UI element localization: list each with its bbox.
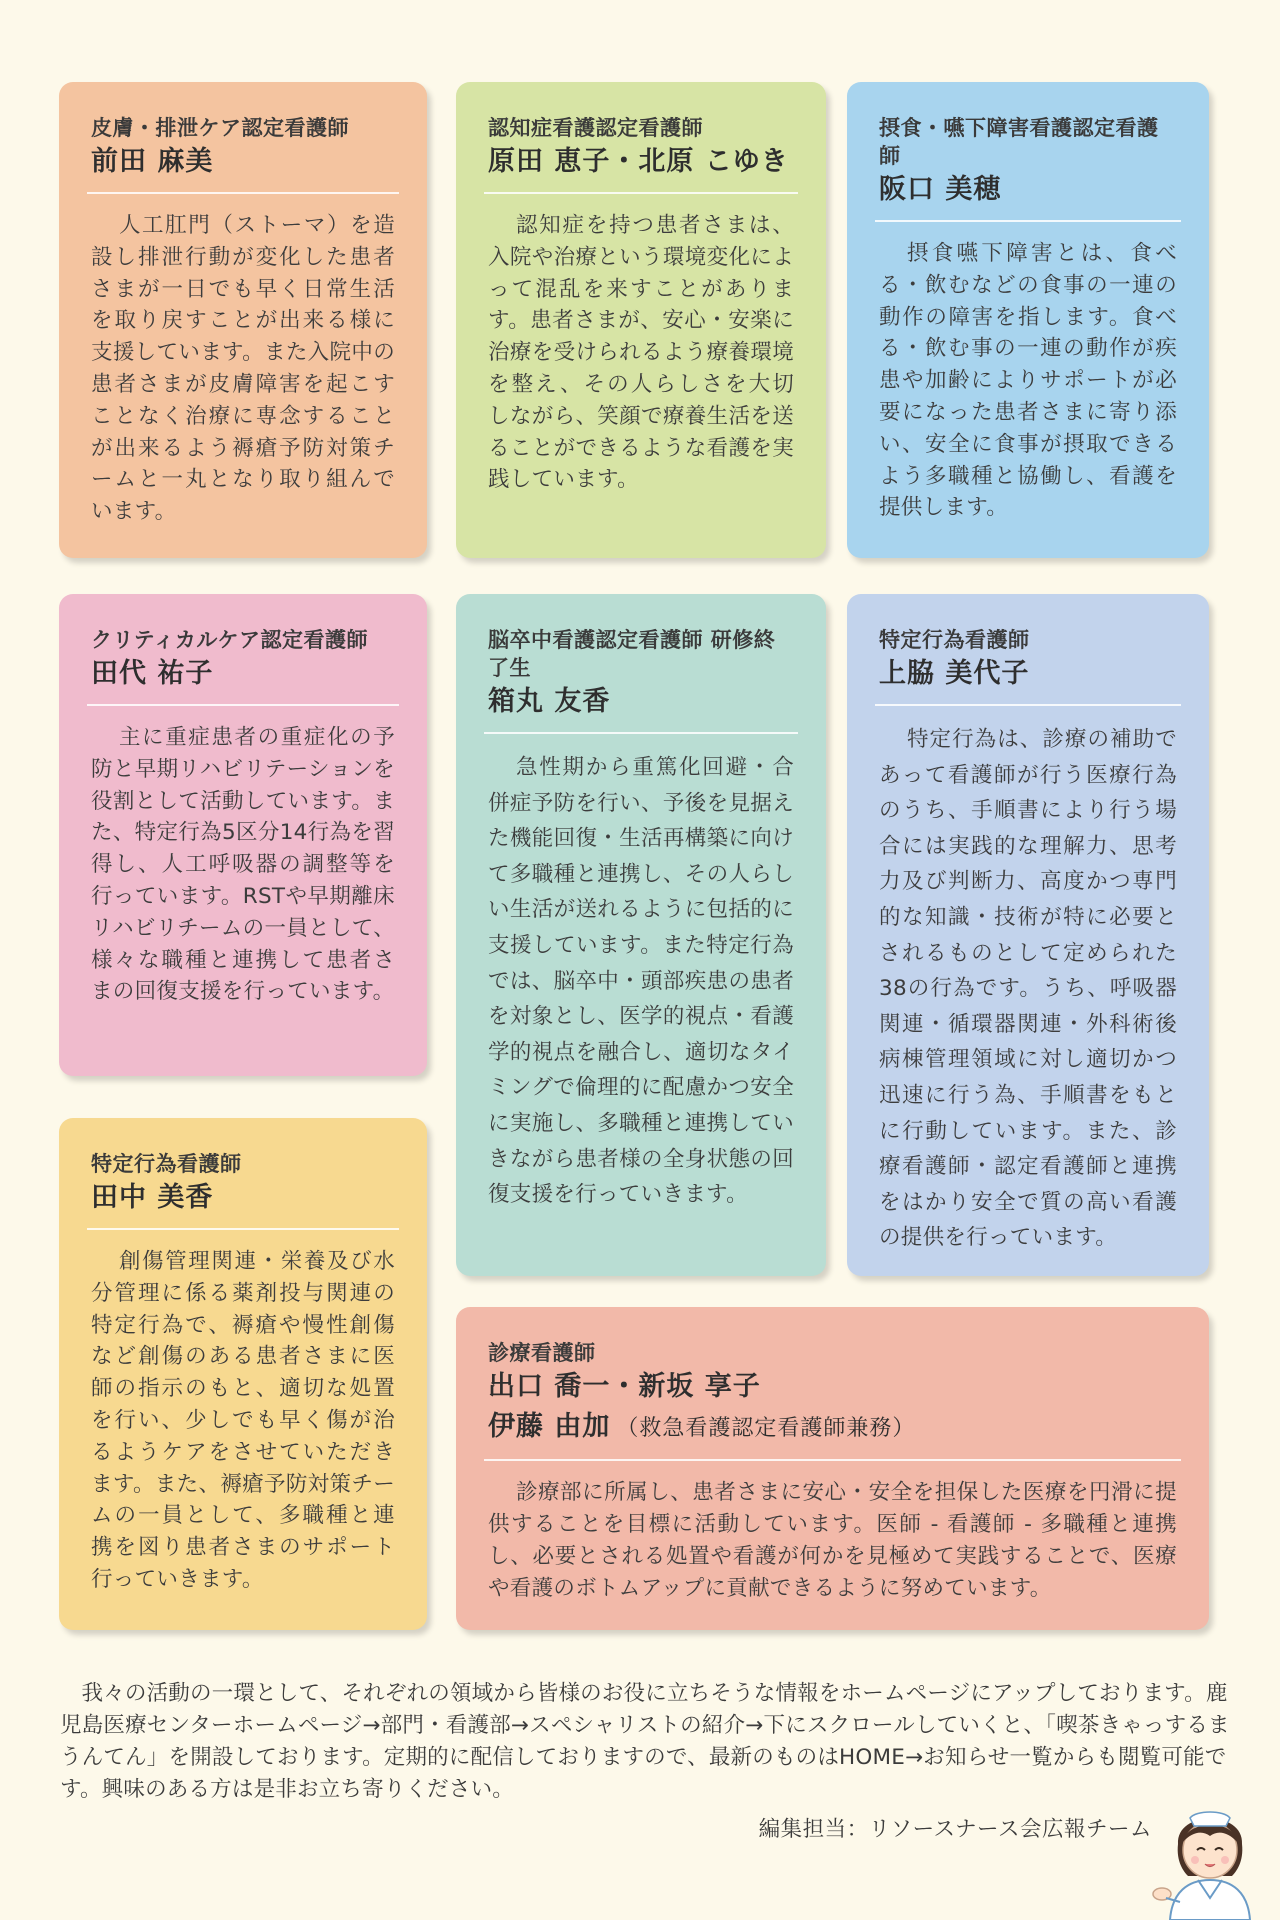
- card-divider: [484, 732, 798, 734]
- card-names-line-1: 出口 喬一・新坂 享子: [488, 1371, 761, 1402]
- card-dementia-nursing: [456, 82, 826, 558]
- card-role: 脳卒中看護認定看護師 研修終了生: [488, 628, 776, 680]
- card-role: 認知症看護認定看護師: [488, 116, 703, 140]
- card-names: 阪口 美穂: [879, 174, 1002, 205]
- card-body: 創傷管理関連・栄養及び水分管理に係る薬剤投与関連の特定行為で、褥瘡や慢性創傷など創傷のある患者さまに医師の指示のもと、適切な処置を行い、少しでも早く傷が治るようケアをさせていただきます。また、褥瘡予防対策チームの一員として、多職種と連携を図り患者さまのサポート行っていきます。: [91, 1249, 395, 1592]
- card-name-note: （救急看護認定看護師兼務）: [616, 1416, 916, 1441]
- card-specified-acts-tanaka: [59, 1118, 427, 1630]
- card-nurse-practitioner: [456, 1307, 1209, 1630]
- card-divider: [87, 704, 399, 706]
- card-names-line-2: [488, 1407, 1177, 1449]
- card-role: 診療看護師: [488, 1341, 596, 1365]
- card-divider: [87, 192, 399, 194]
- card-body: 主に重症患者の重症化の予防と早期リハビリテーションを役割として活動しています。また、特定行為5区分14行為を習得し、人工呼吸器の調整等を行っています。RSTや早期離床リハビリチームの一員として、様々な職種と連携して患者さまの回復支援を行っています。: [91, 725, 395, 1005]
- card-names: 箱丸 友香: [488, 686, 611, 717]
- card-specified-acts-uewaki: [847, 594, 1209, 1276]
- card-skin-excretion-care: [59, 82, 427, 558]
- card-names: 田代 祐子: [91, 658, 214, 689]
- card-critical-care: [59, 594, 427, 1076]
- card-body: 人工肛門（ストーマ）を造設し排泄行動が変化した患者さまが一日でも早く日常生活を取り戻すことが出来る様に支援しています。また入院中の患者さまが皮膚障害を起こすことなく治療に専念することが出来るよう褥瘡予防対策チームと一丸となり取り組んでいます。: [91, 213, 395, 525]
- card-body: 急性期から重篤化回避・合併症予防を行い、予後を見据えた機能回復・生活再構築に向けて多職種と連携し、その人らしい生活が送れるように包括的に支援しています。また特定行為では、脳卒中・頭部疾患の患者を対象とし、医学的視点・看護学的視点を融合し、適切なタイミングで倫理的に配慮かつ安全に実施し、多職種と連携していきながら患者様の全身状態の回復支援を行っていきます。: [488, 755, 794, 1208]
- card-body: 認知症を持つ患者さまは、入院や治療という環境変化によって混乱を来すことがあります。患者さまが、安心・安楽に治療を受けられるよう療養環境を整え、その人らしさを大切しながら、笑顔で療養生活を送ることができるような看護を実践しています。: [488, 213, 794, 493]
- card-role: 特定行為看護師: [91, 1152, 242, 1176]
- card-role: 皮膚・排泄ケア認定看護師: [91, 116, 349, 140]
- card-dysphagia-nursing: [847, 82, 1209, 558]
- card-body: 摂食嚥下障害とは、食べる・飲むなどの食事の一連の動作の障害を指します。食べる・飲む事の一連の動作が疾患や加齢によりサポートが必要になった患者さまに寄り添い、安全に食事が摂取できるよう多職種と協働し、看護を提供します。: [879, 241, 1177, 521]
- editor-credit: 編集担当：リソースナース会広報チーム: [758, 1817, 1152, 1842]
- card-divider: [87, 1228, 399, 1230]
- card-name: 伊藤 由加: [488, 1411, 611, 1442]
- card-role: 摂食・嚥下障害看護認定看護師: [879, 116, 1159, 168]
- card-divider: [875, 220, 1181, 222]
- card-role: クリティカルケア認定看護師: [91, 628, 368, 652]
- card-body: 特定行為は、診療の補助であって看護師が行う医療行為のうち、手順書により行う場合には実践的な理解力、思考力及び判断力、高度かつ専門的な知識・技術が特に必要とされるものとして定められた38の行為です。うち、呼吸器関連・循環器関連・外科術後病棟管理領域に対し適切かつ迅速に行う為、手順書をもとに行動しています。また、診療看護師・認定看護師と連携をはかり安全で質の高い看護の提供を行っています。: [879, 727, 1177, 1251]
- card-stroke-nursing: [456, 594, 826, 1276]
- card-role: 特定行為看護師: [879, 628, 1030, 652]
- nurse-illustration-icon: [1140, 1780, 1280, 1920]
- card-divider: [484, 192, 798, 194]
- card-names: 原田 恵子・北原 こゆき: [488, 146, 789, 177]
- card-divider: [484, 1459, 1181, 1461]
- footer-note: 我々の活動の一環として、それぞれの領域から皆様のお役に立ちそうな情報をホームページにアップしております。鹿児島医療センターホームページ→部門・看護部→スペシャリストの紹介→下にスクロールしていくと、「喫茶きゃっするまうんてん」を開設しております。定期的に配信しておりますので、最新のものはHOME→お知らせ一覧からも閲覧可能です。興味のある方は是非お立ち寄りください。: [60, 1681, 1230, 1802]
- card-names: 上脇 美代子: [879, 658, 1030, 689]
- card-body: 診療部に所属し、患者さまに安心・安全を担保した医療を円滑に提供することを目標に活動しています。医師 - 看護師 - 多職種と連携し、必要とされる処置や看護が何かを見極めて実践することで、医療や看護のボトムアップに貢献できるように努めています。: [488, 1480, 1177, 1601]
- card-names: 前田 麻美: [91, 146, 214, 177]
- card-names: 田中 美香: [91, 1182, 214, 1213]
- card-divider: [875, 704, 1181, 706]
